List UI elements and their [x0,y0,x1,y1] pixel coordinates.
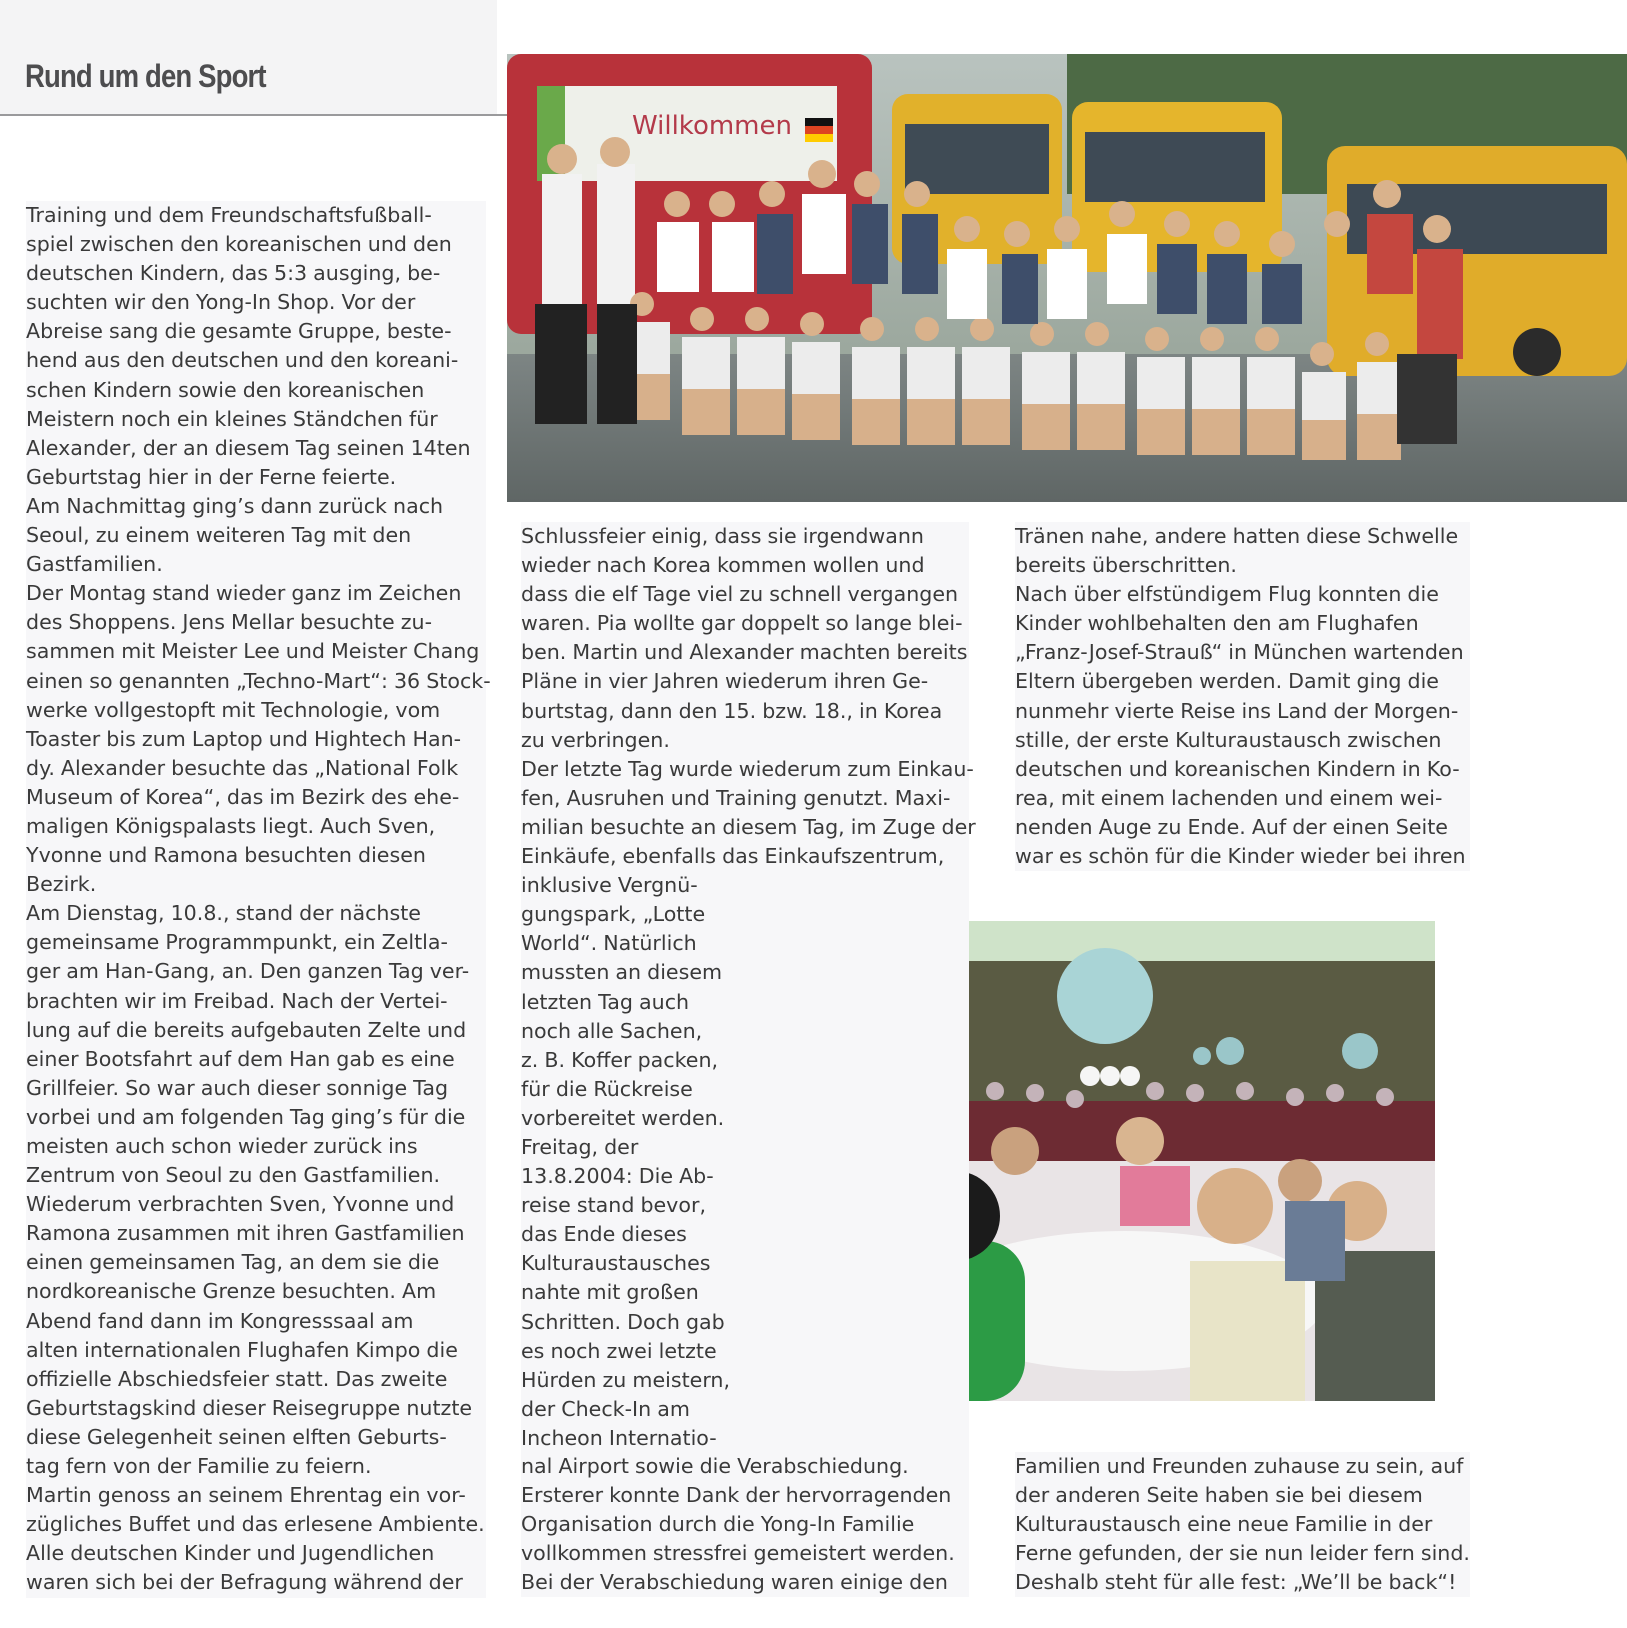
text-line: das Ende dieses [521,1222,687,1247]
text-column-2-top [521,522,976,1453]
text-line: letzten Tag auch [521,989,690,1014]
text-line: Meistern noch ein kleines Ständchen für [26,406,438,431]
text-line: Museum of Korea“, das im Bezirk des ehe- [26,784,460,809]
text-line: einen gemeinsamen Tag, an dem sie die [26,1250,440,1275]
text-line: Ersterer konnte Dank der hervorragenden [521,1483,952,1508]
text-line: gungspark, „Lotte [521,902,706,927]
section-heading: Rund um den Sport [25,58,266,94]
text-line: werke vollgestopft mit Technologie, vom [26,697,441,722]
text-column-3-bottom [1015,1452,1470,1597]
text-line: es noch zwei letzte [521,1338,717,1363]
text-line: Freitag, der [521,1134,639,1159]
text-line: waren. Pia wollte gar doppelt so lange blei- [521,611,963,636]
text-line: Schlussfeier einig, dass sie irgendwann [521,524,924,548]
text-column-2-bottom [521,1452,969,1597]
text-line: Am Nachmittag ging’s dann zurück nach [26,493,444,518]
text-line: Der letzte Tag wurde wiederum zum Einkau- [521,756,974,781]
text-line: Schritten. Doch gab [521,1309,725,1334]
text-line: diese Gelegenheit seinen elften Geburts- [26,1424,447,1449]
text-line: alten internationalen Flughafen Kimpo die [26,1337,458,1362]
text-line: maligen Königspalasts liegt. Auch Sven, [26,813,436,838]
text-line: Familien und Freunden zuhause zu sein, auf [1015,1454,1464,1478]
text-line: brachten wir im Freibad. Nach der Vertei- [26,988,448,1013]
text-line: nunmehr vierte Reise ins Land der Morgen- [1015,698,1459,723]
text-line: Organisation durch die Yong-In Familie [521,1512,915,1537]
text-line: suchten wir den Yong-In Shop. Vor der [26,290,416,315]
text-line: reise stand bevor, [521,1193,706,1218]
text-line: Yvonne und Ramona besuchten diesen [26,843,426,868]
text-line: der anderen Seite haben sie bei diesem [1015,1483,1423,1508]
text-line: rea, mit einem lachenden und einem wei- [1015,785,1443,810]
text-line: zügliches Buffet und das erlesene Ambiente. [26,1512,485,1537]
text-line: milian besuchte an diesem Tag, im Zuge der [521,814,976,839]
text-line: nenden Auge zu Ende. Auf der einen Seite [1015,814,1448,839]
text-line: z. B. Koffer packen, [521,1047,719,1072]
text-line: noch alle Sachen, [521,1018,703,1043]
text-line: offizielle Abschiedsfeier statt. Das zweite [26,1366,448,1391]
text-line: Martin genoss an seinem Ehrentag ein vor- [26,1483,466,1508]
text-line: World“. Natürlich [521,931,697,956]
text-line: Der Montag stand wieder ganz im Zeichen [26,581,462,606]
text-line: Ramona zusammen mit ihren Gastfamilien [26,1221,465,1246]
text-line: Bei der Verabschiedung waren einige den [521,1570,948,1595]
heading-rule [0,114,507,116]
welcome-banner-text: Willkommen [632,111,792,141]
text-line: stille, der erste Kulturaustausch zwischen [1015,727,1442,752]
text-line: deutschen Kindern, das 5:3 ausging, be- [26,261,441,286]
text-line: meisten auch schon wieder zurück ins [26,1134,418,1158]
text-line: spiel zwischen den koreanischen und den [26,232,452,257]
text-line: wieder nach Korea kommen wollen und [521,553,925,578]
text-line: Deshalb steht für alle fest: „We’ll be back“! [1015,1570,1457,1595]
text-line: vorbei und am folgenden Tag ging’s für die [26,1104,466,1129]
text-line: Abend fand dann im Kongresssaal am [26,1308,414,1333]
text-line: Training und dem Freundschaftsfußball- [26,203,432,227]
text-line: Gastfamilien. [26,552,163,577]
text-line: Eltern übergeben werden. Damit ging die [1015,669,1439,694]
text-line: burtstag, dann den 15. bzw. 18., in Korea [521,698,943,723]
text-line: Alle deutschen Kinder und Jugendlichen [26,1541,435,1566]
text-line: Wiederum verbrachten Sven, Yvonne und [26,1192,455,1217]
text-column-1 [26,201,491,1598]
text-line: dass die elf Tage viel zu schnell vergangen [521,582,959,607]
text-line: ben. Martin und Alexander machten bereits [521,640,968,665]
text-line: ger am Han-Gang, an. Den ganzen Tag ver- [26,959,470,984]
text-line: Am Dienstag, 10.8., stand der nächste [26,901,421,926]
text-line: zu verbringen. [521,727,670,752]
text-line: deutschen und koreanischen Kindern in Ko- [1015,756,1460,781]
text-line: Zentrum von Seoul zu den Gastfamilien. [26,1163,441,1188]
text-line: Nach über elfstündigem Flug konnten die [1015,582,1439,607]
text-line: Grillfeier. So war auch dieser sonnige Tag [26,1075,449,1100]
text-line: einer Bootsfahrt auf dem Han gab es eine [26,1046,455,1071]
text-line: gemeinsame Programmpunkt, ein Zeltla- [26,930,448,955]
text-line: vorbereitet werden. [521,1105,725,1130]
text-line: des Shoppens. Jens Mellar besuchte zu- [26,610,432,635]
text-line: Abreise sang die gesamte Gruppe, beste- [26,319,452,344]
text-line: waren sich bei der Befragung während der [26,1570,463,1595]
text-line: Kulturaustausches [521,1251,711,1276]
text-column-3-top [1015,522,1470,871]
text-line: fen, Ausruhen und Training genutzt. Maxi- [521,785,951,810]
text-line: nahte mit großen [521,1280,699,1305]
text-line: „Franz-Josef-Strauß“ in München wartenden [1015,640,1464,665]
text-line: Kulturaustausch eine neue Familie in der [1015,1512,1433,1537]
text-line: Pläne in vier Jahren wiederum ihren Ge- [521,669,929,694]
text-line: bereits überschritten. [1015,553,1237,578]
text-line: lung auf die bereits aufgebauten Zelte und [26,1017,467,1042]
text-line: 13.8.2004: Die Ab- [521,1164,714,1189]
text-line: einen so genannten „Techno-Mart“: 36 Stock- [26,668,491,693]
text-line: mussten an diesem [521,960,723,985]
text-line: hend aus den deutschen und den koreani- [26,348,459,373]
text-line: Seoul, zu einem weiteren Tag mit den [26,523,412,548]
text-line: Geburtstag hier in der Ferne feierte. [26,464,397,489]
text-line: Einkäufe, ebenfalls das Einkaufszentrum, [521,844,945,869]
text-line: sammen mit Meister Lee und Meister Chang [26,639,480,664]
text-line: Kinder wohlbehalten den am Flughafen [1015,611,1419,636]
text-line: schen Kindern sowie den koreanischen [26,377,425,402]
text-line: Bezirk. [26,872,97,897]
text-line: der Check-In am [521,1396,690,1421]
text-line: Tränen nahe, andere hatten diese Schwelle [1015,524,1459,548]
text-line: tag fern von der Familie zu feiern. [26,1454,372,1479]
text-line: nal Airport sowie die Verabschiedung. [521,1454,909,1478]
text-line: Geburtstagskind dieser Reisegruppe nutzte [26,1395,473,1420]
text-line: Incheon Internatio- [521,1425,717,1450]
text-line: Alexander, der an diesem Tag seinen 14ten [26,435,471,460]
text-line: war es schön für die Kinder wieder bei ihren [1015,844,1466,869]
text-line: dy. Alexander besuchte das „National Folk [26,755,459,780]
text-line: für die Rückreise [521,1076,693,1101]
text-line: Hürden zu meistern, [521,1367,731,1392]
text-line: Toaster bis zum Laptop und Hightech Han- [26,726,462,751]
text-line: nordkoreanische Grenze besuchten. Am [26,1279,437,1304]
text-line: Ferne gefunden, der sie nun leider fern sind. [1015,1541,1470,1566]
text-line: inklusive Vergnü- [521,873,698,898]
group-photo [507,54,1627,502]
text-line: vollkommen stressfrei gemeistert werden. [521,1541,955,1566]
